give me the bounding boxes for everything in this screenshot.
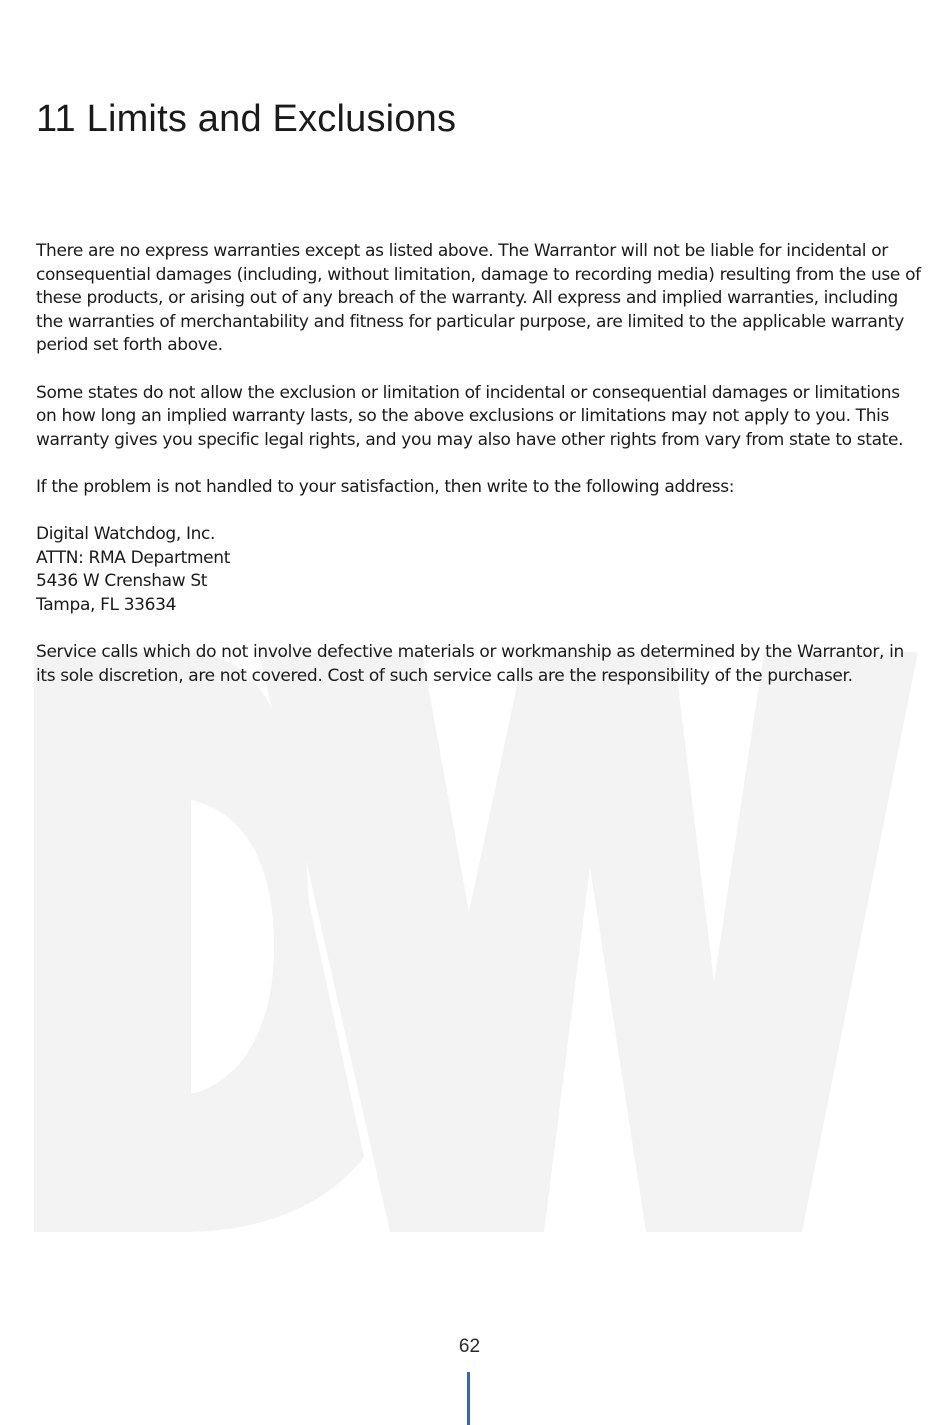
mailing-address <box>36 523 921 617</box>
service-calls-paragraph: Service calls which do not involve defective materials or workmanship as determined by the Warrantor, in its sole discretion, are not covered. Cost of such service calls are the responsibility of the purchaser. <box>36 642 904 686</box>
page-number: 62 <box>458 1336 481 1357</box>
address-company: Digital Watchdog, Inc. <box>36 524 216 545</box>
state-rights-paragraph: Some states do not allow the exclusion or limitation of incidental or consequential damages or limitations on how long an implied warranty lasts, so the above exclusions or limitations may not apply to you. This warranty gives you specific legal rights, and you may also have other rights from vary from state to state. <box>36 382 904 450</box>
contact-instruction-paragraph: If the problem is not handled to your satisfaction, then write to the following address: <box>36 476 735 497</box>
warranty-exclusions-paragraph: There are no express warranties except as listed above. The Warrantor will not be liable for incidental or consequential damages (including, without limitation, damage to recording media) resulting from the use of these products, or arising out of any breach of the warranty. All express and implied warranties, including the warranties of merchantability and fitness for particular purpose, are limited to the applicable warranty period set forth above. <box>36 241 921 356</box>
dw-logo-watermark <box>34 652 918 1234</box>
address-street: 5436 W Crenshaw St <box>36 571 208 592</box>
footer-accent-bar <box>467 1372 470 1425</box>
page-title: 11 Limits and Exclusions <box>36 98 457 140</box>
address-city-state-zip: Tampa, FL 33634 <box>36 594 177 615</box>
address-attention: ATTN: RMA Department <box>36 547 231 568</box>
body-content <box>36 240 921 712</box>
